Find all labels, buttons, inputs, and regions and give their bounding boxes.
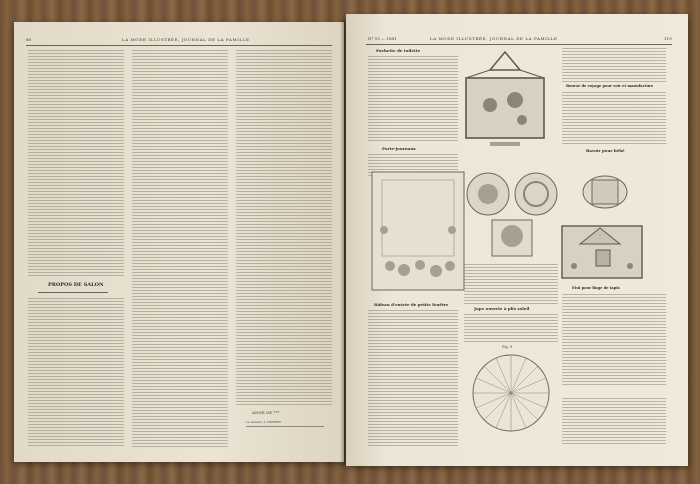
- text-column-3: [236, 50, 332, 406]
- figure-label: Fig. 9: [502, 345, 513, 349]
- text-block-6: [562, 48, 666, 82]
- right-page: [346, 14, 688, 466]
- issue-label: N° 15 — 1881: [368, 36, 397, 41]
- text-block-5: [368, 310, 458, 446]
- left-page-number: 80: [26, 37, 32, 42]
- case-illustration: [560, 222, 644, 282]
- article-title-5: Etui pour linge de tapis: [572, 286, 620, 290]
- text-block-3: [464, 264, 558, 304]
- article-title-3: Rideau d'entrée de petite fenêtre: [374, 302, 449, 307]
- text-block-8: [562, 294, 666, 386]
- pochette-illustration: [460, 50, 550, 154]
- header-rule: [26, 45, 332, 46]
- curtain-illustration: [370, 170, 466, 294]
- article-title-4: Jupe ouverte à plis soleil: [474, 306, 530, 311]
- text-block-1: [368, 56, 458, 142]
- left-page: [14, 22, 344, 462]
- right-running-head: LA MODE ILLUSTRÉE, JOURNAL DE LA FAMILLE: [430, 36, 558, 41]
- section-rule: [38, 292, 108, 293]
- text-column-1-top: [28, 50, 124, 278]
- doilies-illustration: [464, 168, 560, 260]
- signature: ANNE DE ***: [252, 410, 280, 415]
- text-block-4: [464, 314, 558, 342]
- article-title-2: Porte-journaux: [382, 146, 416, 151]
- text-column-2: [132, 50, 228, 448]
- left-running-head: LA MODE ILLUSTRÉE, JOURNAL DE LA FAMILLE: [122, 37, 250, 42]
- section-title: PROPOS DE SALON: [48, 282, 104, 288]
- article-title-7: Bavoir pour bébé: [586, 148, 625, 153]
- publisher-line: Le Gérant: A. HUBERT.: [246, 420, 282, 424]
- text-block-7: [562, 92, 666, 144]
- pleated-skirt-diagram: [468, 350, 554, 436]
- text-column-1-bottom: [28, 298, 124, 448]
- right-header-rule: [366, 44, 672, 45]
- article-title-1: Pochette de toilette: [376, 48, 421, 53]
- bib-illustration: [578, 170, 632, 214]
- imprint-rule: [246, 426, 324, 427]
- right-page-number: 119: [664, 36, 672, 41]
- article-title-6: Bourse de voyage pour voir et manufacture: [566, 84, 654, 88]
- text-block-9: [562, 398, 666, 446]
